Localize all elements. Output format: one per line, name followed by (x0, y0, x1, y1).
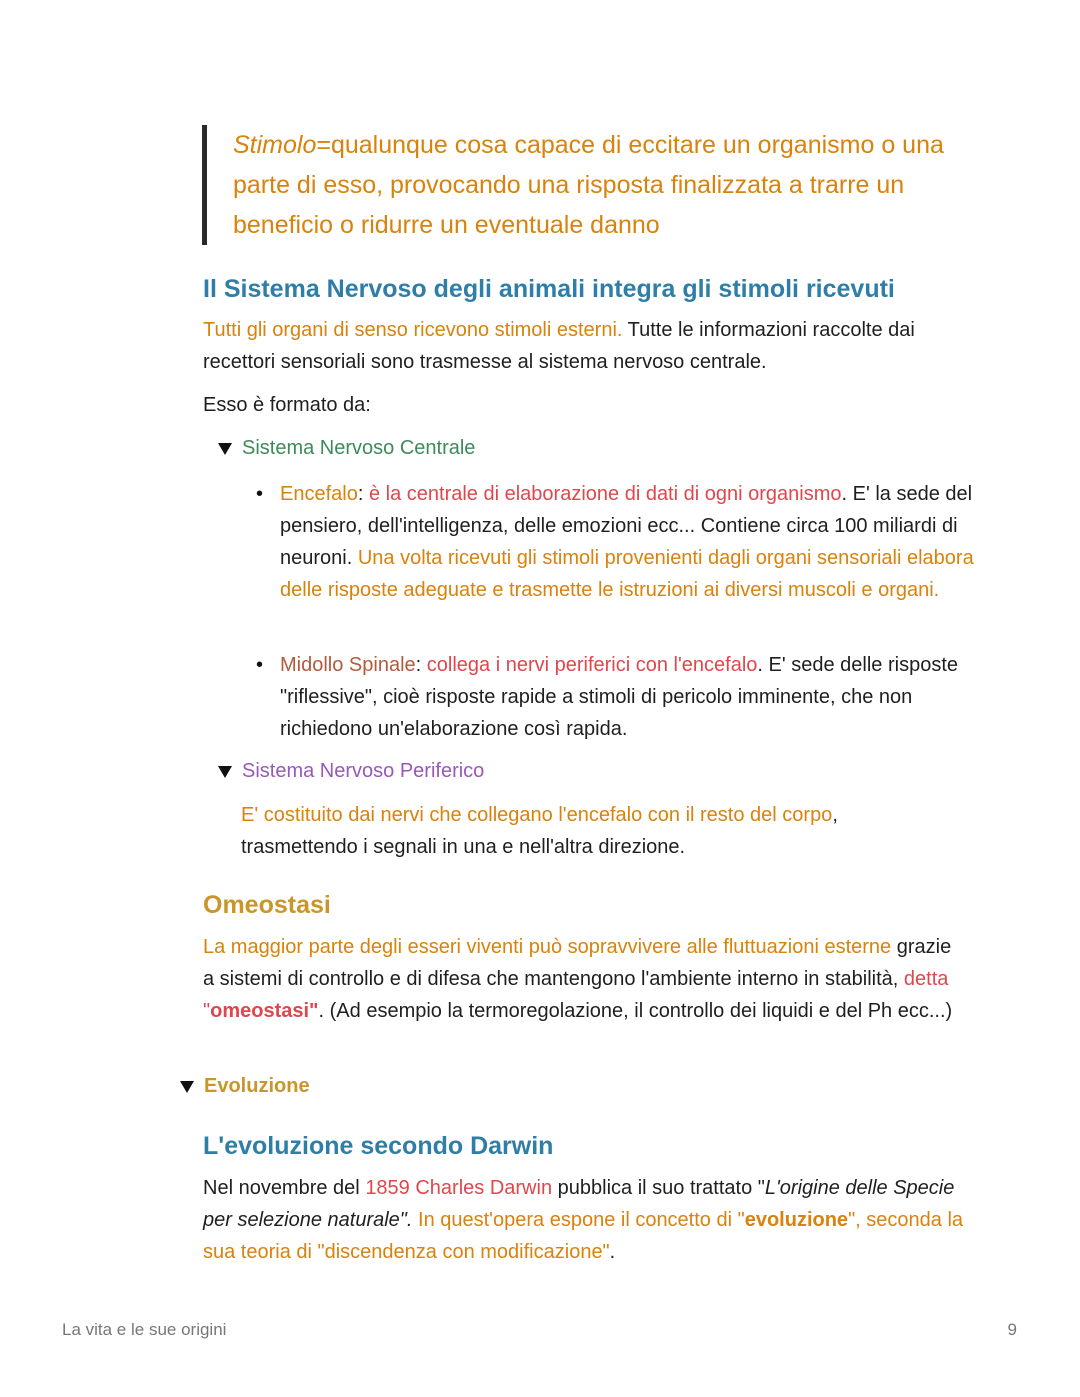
triangle-down-icon (218, 443, 232, 455)
list-item-encefalo (258, 478, 980, 606)
colon: : (357, 483, 369, 505)
quote-definition: =qualunque cosa capace di eccitare un organismo o una parte di esso, provocando una risposta finalizzata a trarre un beneficio o ridurre un eventuale danno (233, 131, 944, 239)
omeostasi-red-text: detta " (203, 968, 949, 1022)
paragraph-darwin (203, 1172, 963, 1268)
term-midollo: Midollo Spinale (280, 654, 416, 676)
omeostasi-black-text: grazie a sistemi di controllo e di difesa che mantengono l'ambiente interno in stabilità, (203, 936, 952, 990)
list-item-midollo (258, 649, 980, 745)
encefalo-orange-text: Una volta ricevuti gli stimoli provenienti dagli organi sensoriali elabora delle risposte adeguate e trasmette le istruzioni ai diversi muscoli e organi. (280, 547, 974, 601)
toggle-label: Evoluzione (204, 1075, 310, 1097)
triangle-down-icon (180, 1081, 194, 1093)
toggle-label: Sistema Nervoso Centrale (242, 437, 476, 459)
omeostasi-orange-text: La maggior parte degli esseri viventi può sopravvivere alle fluttuazioni esterne (203, 936, 892, 958)
term-encefalo: Encefalo (280, 483, 358, 505)
encefalo-black-text: . E' la sede del pensiero, dell'intelligenza, delle emozioni ecc... Contiene circa 100 miliardi di neuroni. (280, 483, 973, 569)
heading-omeostasi: Omeostasi (203, 891, 331, 919)
definition-quote (202, 125, 993, 245)
triangle-down-icon (218, 766, 232, 778)
toggle-evoluzione[interactable] (180, 1075, 310, 1098)
darwin-black-text-2: pubblica il suo trattato " (552, 1177, 765, 1199)
toggle-sistema-nervoso-periferico[interactable] (218, 760, 484, 783)
paragraph-orange-text: Tutti gli organi di senso ricevono stimoli esterni. (203, 319, 623, 341)
periferico-black-text: , trasmettendo i segnali in una e nell'altra direzione. (241, 804, 838, 858)
page-number: 9 (1007, 1320, 1017, 1339)
paragraph-organi-senso (203, 314, 963, 378)
paragraph-black-text: Tutte le informazioni raccolte dai recettori sensoriali sono trasmesse al sistema nervoso centrale. (203, 319, 915, 373)
footer-title: La vita e le sue origini (62, 1320, 227, 1339)
paragraph-omeostasi (203, 931, 963, 1027)
omeostasi-quote-close: " (309, 1000, 319, 1022)
toggle-label: Sistema Nervoso Periferico (242, 760, 485, 782)
encefalo-red-text: è la centrale di elaborazione di dati di ogni organismo (368, 483, 842, 505)
colon: : (415, 654, 427, 676)
heading-darwin: L'evoluzione secondo Darwin (203, 1132, 554, 1160)
midollo-red-text: collega i nervi periferici con l'encefalo (426, 654, 758, 676)
quote-term: Stimolo (233, 131, 317, 159)
omeostasi-black-tail: . (Ad esempio la termoregolazione, il controllo dei liquidi e del Ph ecc...) (318, 1000, 953, 1022)
heading-sistema-nervoso: Il Sistema Nervoso degli animali integra gli stimoli ricevuti (203, 275, 895, 303)
darwin-red-text: 1859 Charles Darwin (365, 1177, 553, 1199)
darwin-orange-tail: ", seconda la sua teoria di "discendenza con modificazione" (203, 1209, 964, 1263)
toggle-sistema-nervoso-centrale[interactable] (218, 437, 475, 460)
darwin-orange-text: In quest'opera espone il concetto di " (412, 1209, 745, 1231)
darwin-period: . (609, 1241, 616, 1263)
darwin-bold-term: evoluzione (744, 1209, 849, 1231)
darwin-black-text: Nel novembre del (203, 1177, 366, 1199)
omeostasi-bold-term: omeostasi (210, 1000, 310, 1022)
paragraph-periferico (241, 799, 941, 863)
periferico-orange-text: E' costituito dai nervi che collegano l'encefalo con il resto del corpo (241, 804, 833, 826)
paragraph-formato-da: Esso è formato da: (203, 394, 371, 416)
darwin-italic-title: L'origine delle Specie per selezione naturale". (203, 1177, 955, 1231)
midollo-black-text: . E' sede delle risposte "riflessive", cioè risposte rapide a stimoli di pericolo imminente, che non richiedono un'elaborazione così rapida. (280, 654, 959, 740)
